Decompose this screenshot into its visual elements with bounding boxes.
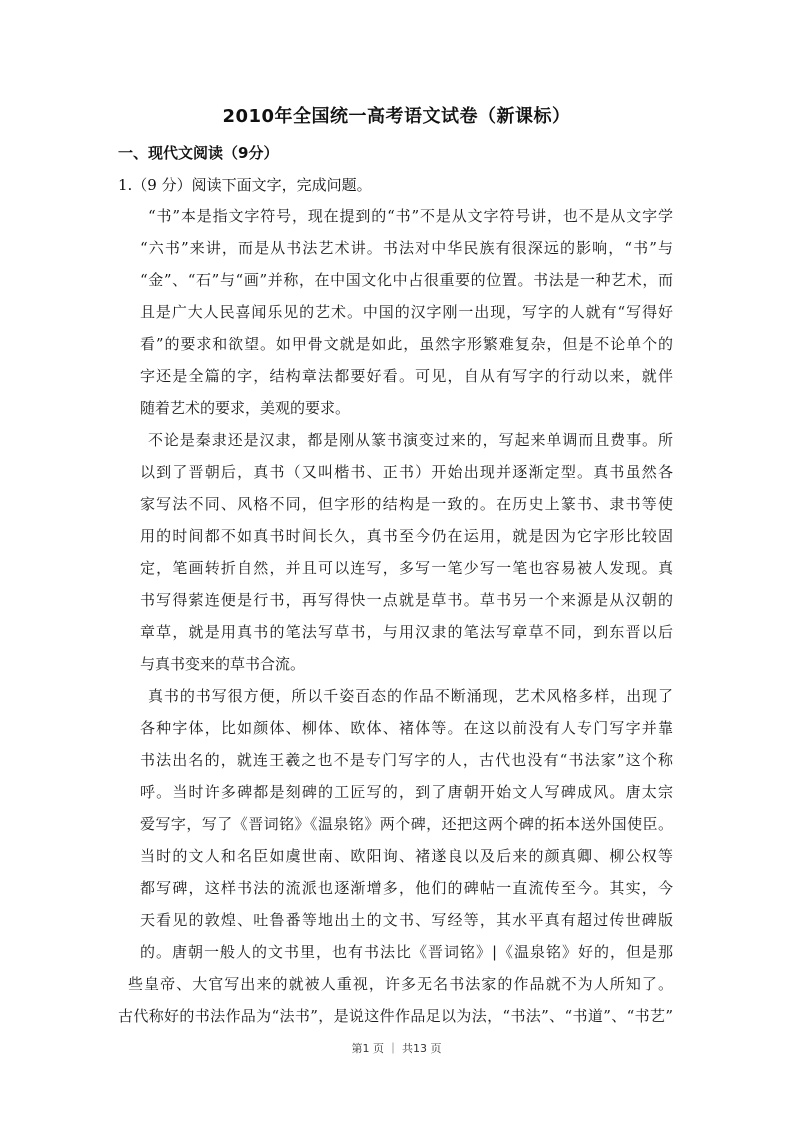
passage-line: 真书的书写很方便，所以千姿百态的作品不断涌现，艺术风格多样，出现了 xyxy=(148,687,673,705)
section-heading: 一、现代文阅读（9分） xyxy=(118,144,279,162)
passage-line: 家写法不同、风格不同，但字形的结构是一致的。在历史上篆书、隶书等使 xyxy=(140,495,673,513)
passage-line: 书法出名的，就连王羲之也不是专门写字的人，古代也没有“书法家”这个称 xyxy=(140,751,673,769)
passage-line: 不论是秦隶还是汉隶，都是刚从篆书演变过来的，写起来单调而且费事。所 xyxy=(148,431,673,449)
passage-line: “六书”来讲，而是从书法艺术讲。书法对中华民族有很深远的影响，“书”与 xyxy=(140,239,673,257)
passage-line: 看”的要求和欲望。如甲骨文就是如此，虽然字形繁难复杂，但是不论单个的 xyxy=(140,335,673,353)
passage-line: 章草，就是用真书的笔法写草书，与用汉隶的笔法写章草不同，到东晋以后 xyxy=(140,623,673,641)
passage-line: 些皇帝、大官写出来的就被人重视，许多无名书法家的作品就不为人所知了。 xyxy=(128,975,673,993)
passage-line: 与真书变来的草书合流。 xyxy=(140,655,306,673)
passage-line: 书写得萦连便是行书，再写得快一点就是草书。草书另一个来源是从汉朝的 xyxy=(140,591,673,609)
passage-line: 且是广大人民喜闻乐见的艺术。中国的汉字刚一出现，写字的人就有“写得好 xyxy=(140,303,673,321)
passage-line: 定，笔画转折自然，并且可以连写，多写一笔少写一笔也容易被人发现。真 xyxy=(140,559,673,577)
passage-line: 字还是全篇的字，结构章法都要好看。可见，自从有写字的行动以来，就伴 xyxy=(140,367,673,385)
passage-line: “金”、“石”与“画”并称，在中国文化中占很重要的位置。书法是一种艺术，而 xyxy=(140,271,673,289)
passage-line: 古代称好的书法作品为“法书”，是说这件作品足以为法，“书法”、“书道”、“书艺” xyxy=(118,1007,673,1025)
passage-line: 当时的文人和名臣如虞世南、欧阳询、褚遂良以及后来的颜真卿、柳公权等 xyxy=(140,847,673,865)
passage-line: 爱写字，写了《晋词铭》《温泉铭》两个碑，还把这两个碑的拓本送外国使臣。 xyxy=(140,815,673,833)
passage-line: “书”本是指文字符号，现在提到的“书”不是从文字符号讲，也不是从文字学 xyxy=(148,207,673,225)
passage-line: 的。唐朝一般人的文书里，也有书法比《晋词铭》|《温泉铭》好的，但是那 xyxy=(140,943,673,961)
passage-line: 以到了晋朝后，真书（又叫楷书、正书）开始出现并逐渐定型。真书虽然各 xyxy=(140,463,673,481)
passage-line: 天看见的敦煌、吐鲁番等地出土的文书、写经等，其水平真有超过传世碑版 xyxy=(140,911,673,929)
passage-line: 都写碑，这样书法的流派也逐渐增多，他们的碑帖一直流传至今。其实，今 xyxy=(140,879,673,897)
question-prompt: 1.（9 分）阅读下面文字，完成问题。 xyxy=(118,176,372,194)
page-footer: 第1 页 ｜ 共13 页 xyxy=(351,1042,442,1055)
passage-line: 用的时间都不如真书时间长久，真书至今仍在运用，就是因为它字形比较固 xyxy=(140,527,673,545)
passage-line: 各种字体，比如颜体、柳体、欧体、褚体等。在这以前没有人专门写字并靠 xyxy=(140,719,673,737)
exam-title: 2010年全国统一高考语文试卷（新课标） xyxy=(222,106,571,127)
passage-line: 呼。当时许多碑都是刻碑的工匠写的，到了唐朝开始文人写碑成风。唐太宗 xyxy=(140,783,673,801)
passage-line: 随着艺术的要求，美观的要求。 xyxy=(140,399,351,417)
